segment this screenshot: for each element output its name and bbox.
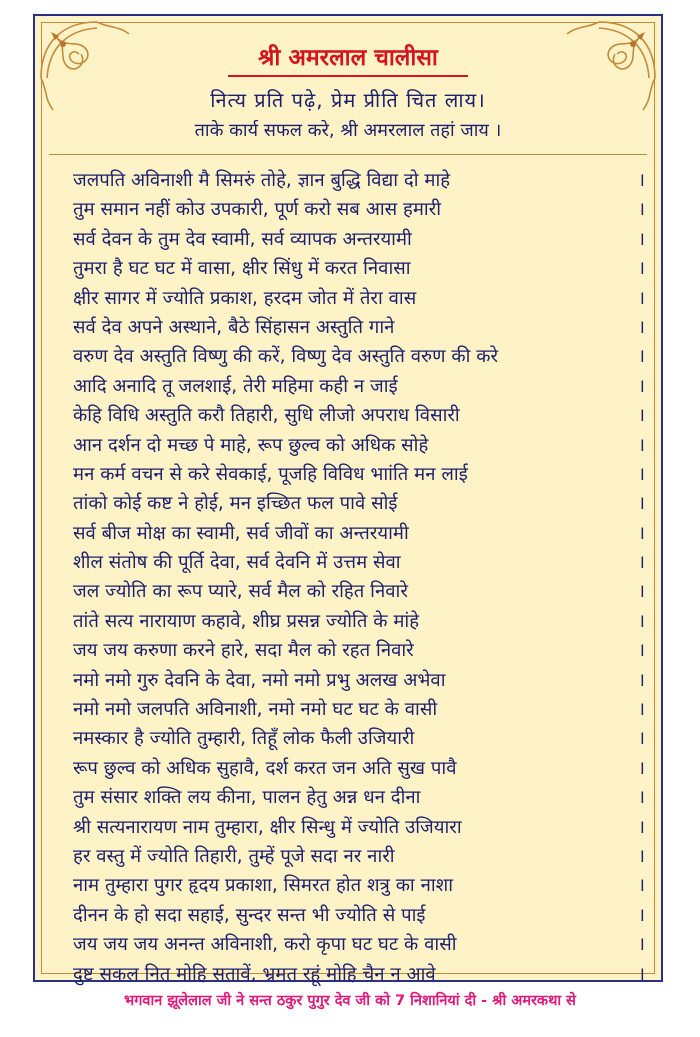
verse-text: तुमरा है घट घट में वासा, क्षीर सिंधु में करत निवासा (73, 258, 411, 280)
verse-line (73, 577, 645, 606)
verse-end-mark: । (637, 728, 645, 750)
verse-line (73, 960, 645, 989)
intro-line: ताके कार्य सफल करे, श्री अमरलाल तहां जाय । (194, 120, 502, 141)
verse-end-mark: । (637, 375, 645, 397)
verse-line (73, 724, 645, 753)
verse-text: दुष्ट सकल नित मोहि सतावें, भ्रमत रहूं मोहि चैन न आवे (73, 963, 436, 985)
verse-text: वरुण देव अस्तुति विष्णु की करें, विष्णु देव अस्तुति वरुण की करे (73, 346, 499, 368)
verse-line (73, 783, 645, 812)
verse-end-mark: । (637, 904, 645, 926)
verse-end-mark: । (637, 581, 645, 603)
verse-end-mark: । (637, 434, 645, 456)
verse-line (73, 666, 645, 695)
verse-line (73, 930, 645, 959)
verse-end-mark: । (637, 610, 645, 632)
verse-text: जय जय करुणा करने हारे, सदा मैल को रहत निवारे (73, 640, 414, 662)
verse-text: श्री सत्यनारायण नाम तुम्हारा, क्षीर सिन्धु में ज्योति उजियारा (73, 816, 462, 838)
verse-text: आन दर्शन दो मच्छ पे माहे, रूप छुल्व को अधिक सोहे (73, 434, 429, 456)
verse-end-mark: । (637, 640, 645, 662)
verse-text: जलपति अविनाशी मै सिमरुं तोहे, ज्ञान बुद्धि विद्या दो माहे (73, 170, 451, 191)
verse-text: मन कर्म वचन से करे सेवकाई, पूजहि विविध भाांति मन लाई (73, 463, 468, 485)
verse-text: नाम तुम्हारा पुगर हृदय प्रकाशा, सिमरत होत शत्रु का नाशा (73, 875, 454, 897)
verse-text: नमो नमो जलपति अविनाशी, नमो नमो घट घट के वासी (73, 699, 438, 721)
verse-end-mark: । (637, 522, 645, 544)
verse-line (73, 754, 645, 783)
divider (49, 154, 647, 155)
verse-line (73, 284, 645, 313)
verse-line (73, 548, 645, 577)
verse-text: क्षीर सागर में ज्योति प्रकाश, हरदम जोत में तेरा वास (73, 287, 417, 309)
verse-line (73, 460, 645, 489)
verse-text: तांको कोई कष्ट ने होई, मन इच्छित फल पावे सोई (73, 493, 398, 515)
verse-line (73, 313, 645, 342)
verse-text: सर्व बीज मोक्ष का स्वामी, सर्व जीवों का अन्तरयामी (73, 522, 409, 544)
verse-line (73, 372, 645, 401)
verse-line (73, 254, 645, 283)
verse-end-mark: । (637, 463, 645, 485)
verse-end-mark: । (637, 405, 645, 427)
verse-line (73, 636, 645, 665)
verse-end-mark: । (637, 228, 645, 250)
verse-text: सर्व देव अपने अस्थाने, बैठे सिंहासन अस्तुति गाने (73, 316, 395, 338)
footer-caption: भगवान झूलेलाल जी ने सन्त ठकुर पुगुर देव जी को 7 निशानियां दी - श्री अमरकथा से (124, 993, 576, 1009)
verse-text: जय जय जय अनन्त अविनाशी, करो कृपा घट घट के वासी (73, 934, 457, 956)
verse-end-mark: । (637, 963, 645, 985)
verse-line (73, 342, 645, 371)
verse-text: शील संतोष की पूर्ति देवा, सर्व देवनि में उत्तम सेवा (73, 552, 401, 574)
verse-end-mark: । (637, 669, 645, 691)
verse-line (73, 519, 645, 548)
verse-end-mark: । (637, 845, 645, 867)
verse-end-mark: । (637, 346, 645, 368)
verse-text: केहि विधि अस्तुति करौ तिहारी, सुधि लीजो अपराध विसारी (73, 405, 460, 427)
verse-text: जल ज्योति का रूप प्यारे, सर्व मैल को रहित निवारे (73, 581, 408, 603)
verse-end-mark: । (637, 934, 645, 956)
verse-line (73, 401, 645, 430)
verse-text: नमो नमो गुरु देवनि के देवा, नमो नमो प्रभु अलख अभेवा (73, 669, 446, 691)
verse-text: तुम संसार शक्ति लय कीना, पालन हेतु अन्न धन दीना (73, 787, 421, 809)
verse-end-mark: । (637, 493, 645, 515)
verse-end-mark: । (637, 287, 645, 309)
verse-line (73, 813, 645, 842)
verse-line (73, 901, 645, 930)
intro-line: नित्य प्रति पढ़े, प्रेम प्रीति चित लाय। (210, 88, 486, 112)
verse-line (73, 695, 645, 724)
verse-end-mark: । (637, 699, 645, 721)
verse-line (73, 225, 645, 254)
verse-line (73, 166, 645, 195)
page-title: श्री अमरलाल चालीसा (258, 45, 438, 71)
verse-end-mark: । (637, 316, 645, 338)
verse-end-mark: । (637, 258, 645, 280)
verse-end-mark: । (637, 199, 645, 221)
verse-text: रूप छुल्व को अधिक सुहावै, दर्श करत जन अति सुख पावै (73, 757, 457, 779)
verse-end-mark: । (637, 875, 645, 897)
verse-line (73, 195, 645, 224)
verse-text: नमस्कार है ज्योति तुम्हारी, तिहूँ लोक फैली उजियारी (73, 728, 415, 750)
verse-text: दीनन के हो सदा सहाई, सुन्दर सन्त भी ज्योति से पाई (73, 904, 426, 926)
verse-end-mark: । (637, 757, 645, 779)
verse-list (73, 166, 645, 989)
verse-text: सर्व देवन के तुम देव स्वामी, सर्व व्यापक अन्तरयामी (73, 228, 412, 250)
verse-line (73, 489, 645, 518)
verse-line (73, 871, 645, 900)
verse-line (73, 431, 645, 460)
verse-text: तांते सत्य नारायाण कहावे, शीघ्र प्रसन्न ज्योति के मांहे (73, 610, 420, 632)
verse-text: तुम समान नहीं कोउ उपकारी, पूर्ण करो सब आस हमारी (73, 199, 442, 221)
verse-end-mark: । (637, 170, 645, 191)
verse-text: हर वस्तु में ज्योति तिहारी, तुम्हें पूजे सदा नर नारी (73, 845, 395, 867)
page-frame (33, 14, 663, 985)
verse-end-mark: । (637, 552, 645, 574)
verse-line (73, 842, 645, 871)
verse-end-mark: । (637, 816, 645, 838)
title-underline (228, 75, 468, 77)
verse-end-mark: । (637, 787, 645, 809)
verse-text: आदि अनादि तू जलशाई, तेरी महिमा कही न जाई (73, 375, 398, 397)
verse-line (73, 607, 645, 636)
